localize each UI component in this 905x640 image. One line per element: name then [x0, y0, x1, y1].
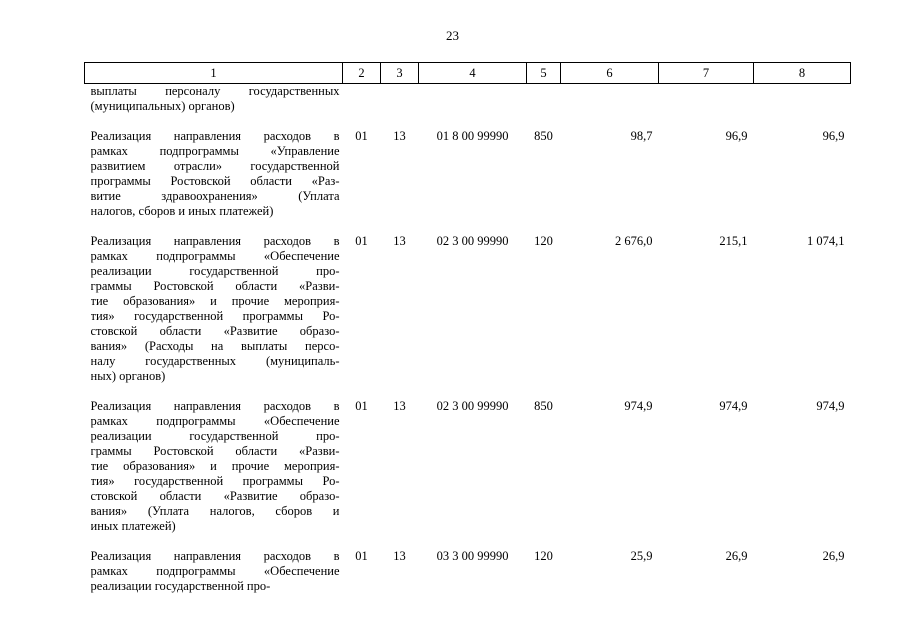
- description-line: тия» государственной программы Ро-: [90, 309, 340, 323]
- description-line: рамках подпрограммы «Обеспечение: [90, 414, 340, 428]
- description-line: налогов, сборов и иных платежей): [90, 204, 274, 218]
- description-line: вания» (Уплата налогов, сборов и: [90, 504, 340, 518]
- page-number: 23: [446, 28, 459, 43]
- amount-year-3: [754, 84, 851, 125]
- description-line: тие образования» и прочие мероприя-: [90, 294, 340, 308]
- description-line: тия» государственной программы Ро-: [90, 474, 340, 488]
- section-code: 01: [355, 399, 368, 413]
- section-code: 01: [355, 234, 368, 248]
- row-description: [85, 394, 343, 544]
- expense-type-code: 120: [534, 549, 553, 563]
- section-code: 01: [355, 549, 368, 563]
- description-line: рамках подпрограммы «Управление: [90, 144, 340, 158]
- description-line: граммы Ростовской области «Разви-: [90, 279, 340, 293]
- row-description: [85, 84, 343, 125]
- amount-year-2: 26,9: [725, 549, 748, 563]
- table-row: [85, 124, 851, 229]
- subsection-code: 13: [393, 549, 406, 563]
- description-line: рамках подпрограммы «Обеспечение: [90, 564, 340, 578]
- budget-table: [84, 62, 851, 594]
- row-description: [85, 229, 343, 394]
- description-line: вания» (Расходы на выплаты персо-: [90, 339, 340, 353]
- target-article-code: 02 3 00 99990: [436, 399, 509, 413]
- header-col-3: 3: [381, 63, 419, 84]
- row-description: [85, 124, 343, 229]
- header-col-5: 5: [527, 63, 561, 84]
- header-col-4: 4: [419, 63, 527, 84]
- target-article-code: [419, 84, 527, 125]
- description-line: тие образования» и прочие мероприя-: [90, 459, 340, 473]
- table-row: [85, 544, 851, 594]
- header-col-2: 2: [343, 63, 381, 84]
- description-line: граммы Ростовской области «Разви-: [90, 444, 340, 458]
- header-col-7: 7: [659, 63, 754, 84]
- amount-year-3: 26,9: [822, 549, 845, 563]
- header-row: [85, 63, 851, 84]
- section-code: 01: [355, 129, 368, 143]
- subsection-code: 13: [393, 234, 406, 248]
- description-line: выплаты персоналу государственных: [90, 84, 340, 98]
- description-line: программы Ростовской области «Раз-: [90, 174, 340, 188]
- amount-year-1: 974,9: [624, 399, 653, 413]
- amount-year-3: 96,9: [822, 129, 845, 143]
- header-col-8: 8: [754, 63, 851, 84]
- target-article-code: 02 3 00 99990: [436, 234, 509, 248]
- description-line: реализации государственной про-: [90, 429, 340, 443]
- description-line: реализации государственной про-: [90, 264, 340, 278]
- description-line: рамках подпрограммы «Обеспечение: [90, 249, 340, 263]
- description-line: Реализация направления расходов в: [90, 234, 340, 248]
- expense-type-code: 850: [534, 129, 553, 143]
- section-code: [343, 84, 381, 125]
- amount-year-1: 98,7: [630, 129, 653, 143]
- amount-year-1: 25,9: [630, 549, 653, 563]
- description-line: ных) органов): [90, 369, 166, 383]
- expense-type-code: 850: [534, 399, 553, 413]
- row-description: [85, 544, 343, 594]
- budget-table-container: [84, 62, 850, 594]
- expense-type-code: [527, 84, 561, 125]
- amount-year-1: 2 676,0: [615, 234, 653, 248]
- description-line: Реализация направления расходов в: [90, 549, 340, 563]
- target-article-code: 01 8 00 99990: [436, 129, 509, 143]
- amount-year-2: 974,9: [719, 399, 748, 413]
- amount-year-3: 1 074,1: [807, 234, 845, 248]
- description-line: витие здравоохранения» (Уплата: [90, 189, 340, 203]
- description-line: Реализация направления расходов в: [90, 399, 340, 413]
- table-body: [85, 84, 851, 595]
- table-row: [85, 394, 851, 544]
- header-col-1: 1: [85, 63, 343, 84]
- description-line: стовской области «Развитие образо-: [90, 324, 340, 338]
- amount-year-2: 215,1: [719, 234, 748, 248]
- description-line: реализации государственной про-: [90, 579, 271, 593]
- description-line: налу государственных (муниципаль-: [90, 354, 340, 368]
- description-line: Реализация направления расходов в: [90, 129, 340, 143]
- subsection-code: [381, 84, 419, 125]
- table-row: [85, 229, 851, 394]
- description-line: развитием отрасли» государственной: [90, 159, 340, 173]
- target-article-code: 03 3 00 99990: [436, 549, 509, 563]
- amount-year-2: 96,9: [725, 129, 748, 143]
- subsection-code: 13: [393, 399, 406, 413]
- description-line: иных платежей): [90, 519, 176, 533]
- amount-year-3: 974,9: [816, 399, 845, 413]
- subsection-code: 13: [393, 129, 406, 143]
- amount-year-2: [659, 84, 754, 125]
- expense-type-code: 120: [534, 234, 553, 248]
- header-col-6: 6: [561, 63, 659, 84]
- table-row: [85, 84, 851, 125]
- amount-year-1: [561, 84, 659, 125]
- description-line: стовской области «Развитие образо-: [90, 489, 340, 503]
- description-line: (муниципальных) органов): [90, 99, 235, 113]
